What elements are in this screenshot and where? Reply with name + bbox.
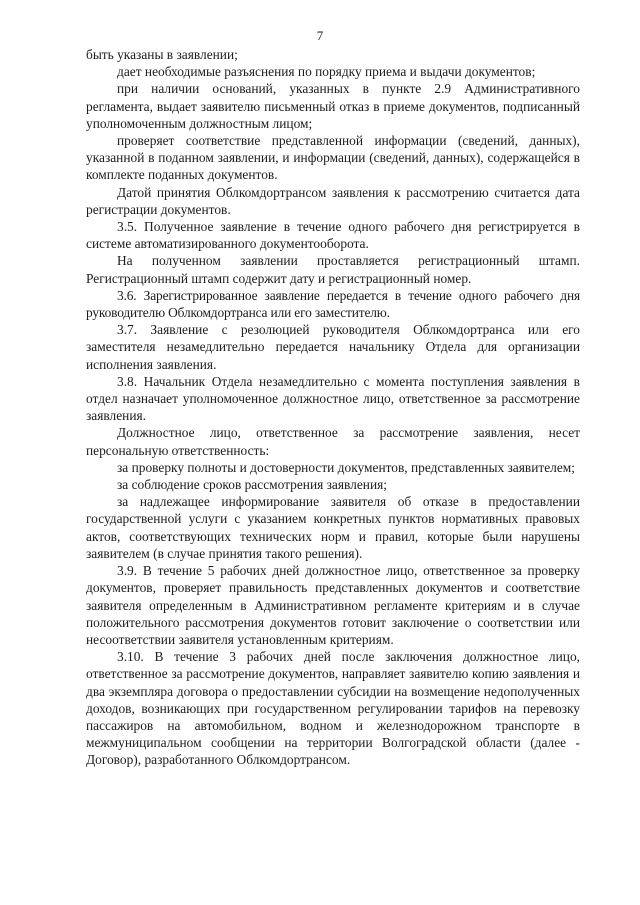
paragraph: при наличии оснований, указанных в пункте 2.9 Административного регламента, выдает заявителю письменный отказ в приеме документов, подписанный уполномоченным должностным лицом; (86, 81, 580, 131)
paragraph: 3.10. В течение 3 рабочих дней после заключения должностное лицо, ответственное за рассмотрение документов, направляет заявителю копию заявления и два экземпляра договора о предоставлении субсидии на возмещение недополученных доходов, возникающих при государственном регулировании тарифов на перевозку пассажиров на автомобильном, водном и железнодорожном транспорте в межмуниципальном сообщении на территории Волгоградской области (далее - Договор), разработанного Облкомдортрансом. (86, 649, 580, 768)
paragraph: Датой принятия Облкомдортрансом заявления к рассмотрению считается дата регистрации документов. (86, 184, 580, 217)
document-body (86, 46, 580, 769)
paragraph: дает необходимые разъяснения по порядку приема и выдачи документов; (117, 64, 536, 80)
page-number: 7 (316, 28, 324, 43)
paragraph: 3.6. Зарегистрированное заявление передается в течение одного рабочего дня руководителю Облкомдортранса или его заместителю. (86, 287, 580, 321)
paragraph: быть указаны в заявлении; (86, 47, 238, 62)
paragraph: 3.8. Начальник Отдела незамедлительно с момента поступления заявления в отдел назначает уполномоченное должностное лицо, ответственное за рассмотрение заявления. (86, 373, 580, 424)
paragraph: за соблюдение сроков рассмотрения заявления; (117, 477, 387, 493)
paragraph: На полученном заявлении проставляется регистрационный штамп. Регистрационный штамп содержит дату и регистрационный номер. (86, 253, 580, 286)
paragraph: 3.9. В течение 5 рабочих дней должностное лицо, ответственное за проверку документов, проверяет правильность представленных документов и соответствие заявителя определенным в Административном регламенте критериям и в случае положительного рассмотрения документов готовит заключение о соответствии или несоответствии заявителя установленным критериям. (86, 563, 580, 647)
paragraph: за надлежащее информирование заявителя об отказе в предоставлении государственной услуги с указанием конкретных пунктов нормативных правовых актов, соответствующих технических норм и правил, которые были нарушены заявителем (в случае принятия такого решения). (86, 494, 580, 561)
paragraph: 3.7. Заявление с резолюцией руководителя Облкомдортранса или его заместителя незамедлительно передается начальнику Отдела для организации исполнения заявления. (86, 322, 580, 372)
paragraph: за проверку полноты и достоверности документов, представленных заявителем; (117, 459, 575, 475)
paragraph: Должностное лицо, ответственное за рассмотрение заявления, несет персональную ответственность: (86, 425, 580, 458)
paragraph: проверяет соответствие представленной информации (сведений, данных), указанной в поданном заявлении, и информации (сведений, данных), содержащейся в комплекте поданных документов. (86, 133, 580, 183)
paragraph: 3.5. Полученное заявление в течение одного рабочего дня регистрируется в системе автоматизированного документооборота. (86, 219, 580, 252)
